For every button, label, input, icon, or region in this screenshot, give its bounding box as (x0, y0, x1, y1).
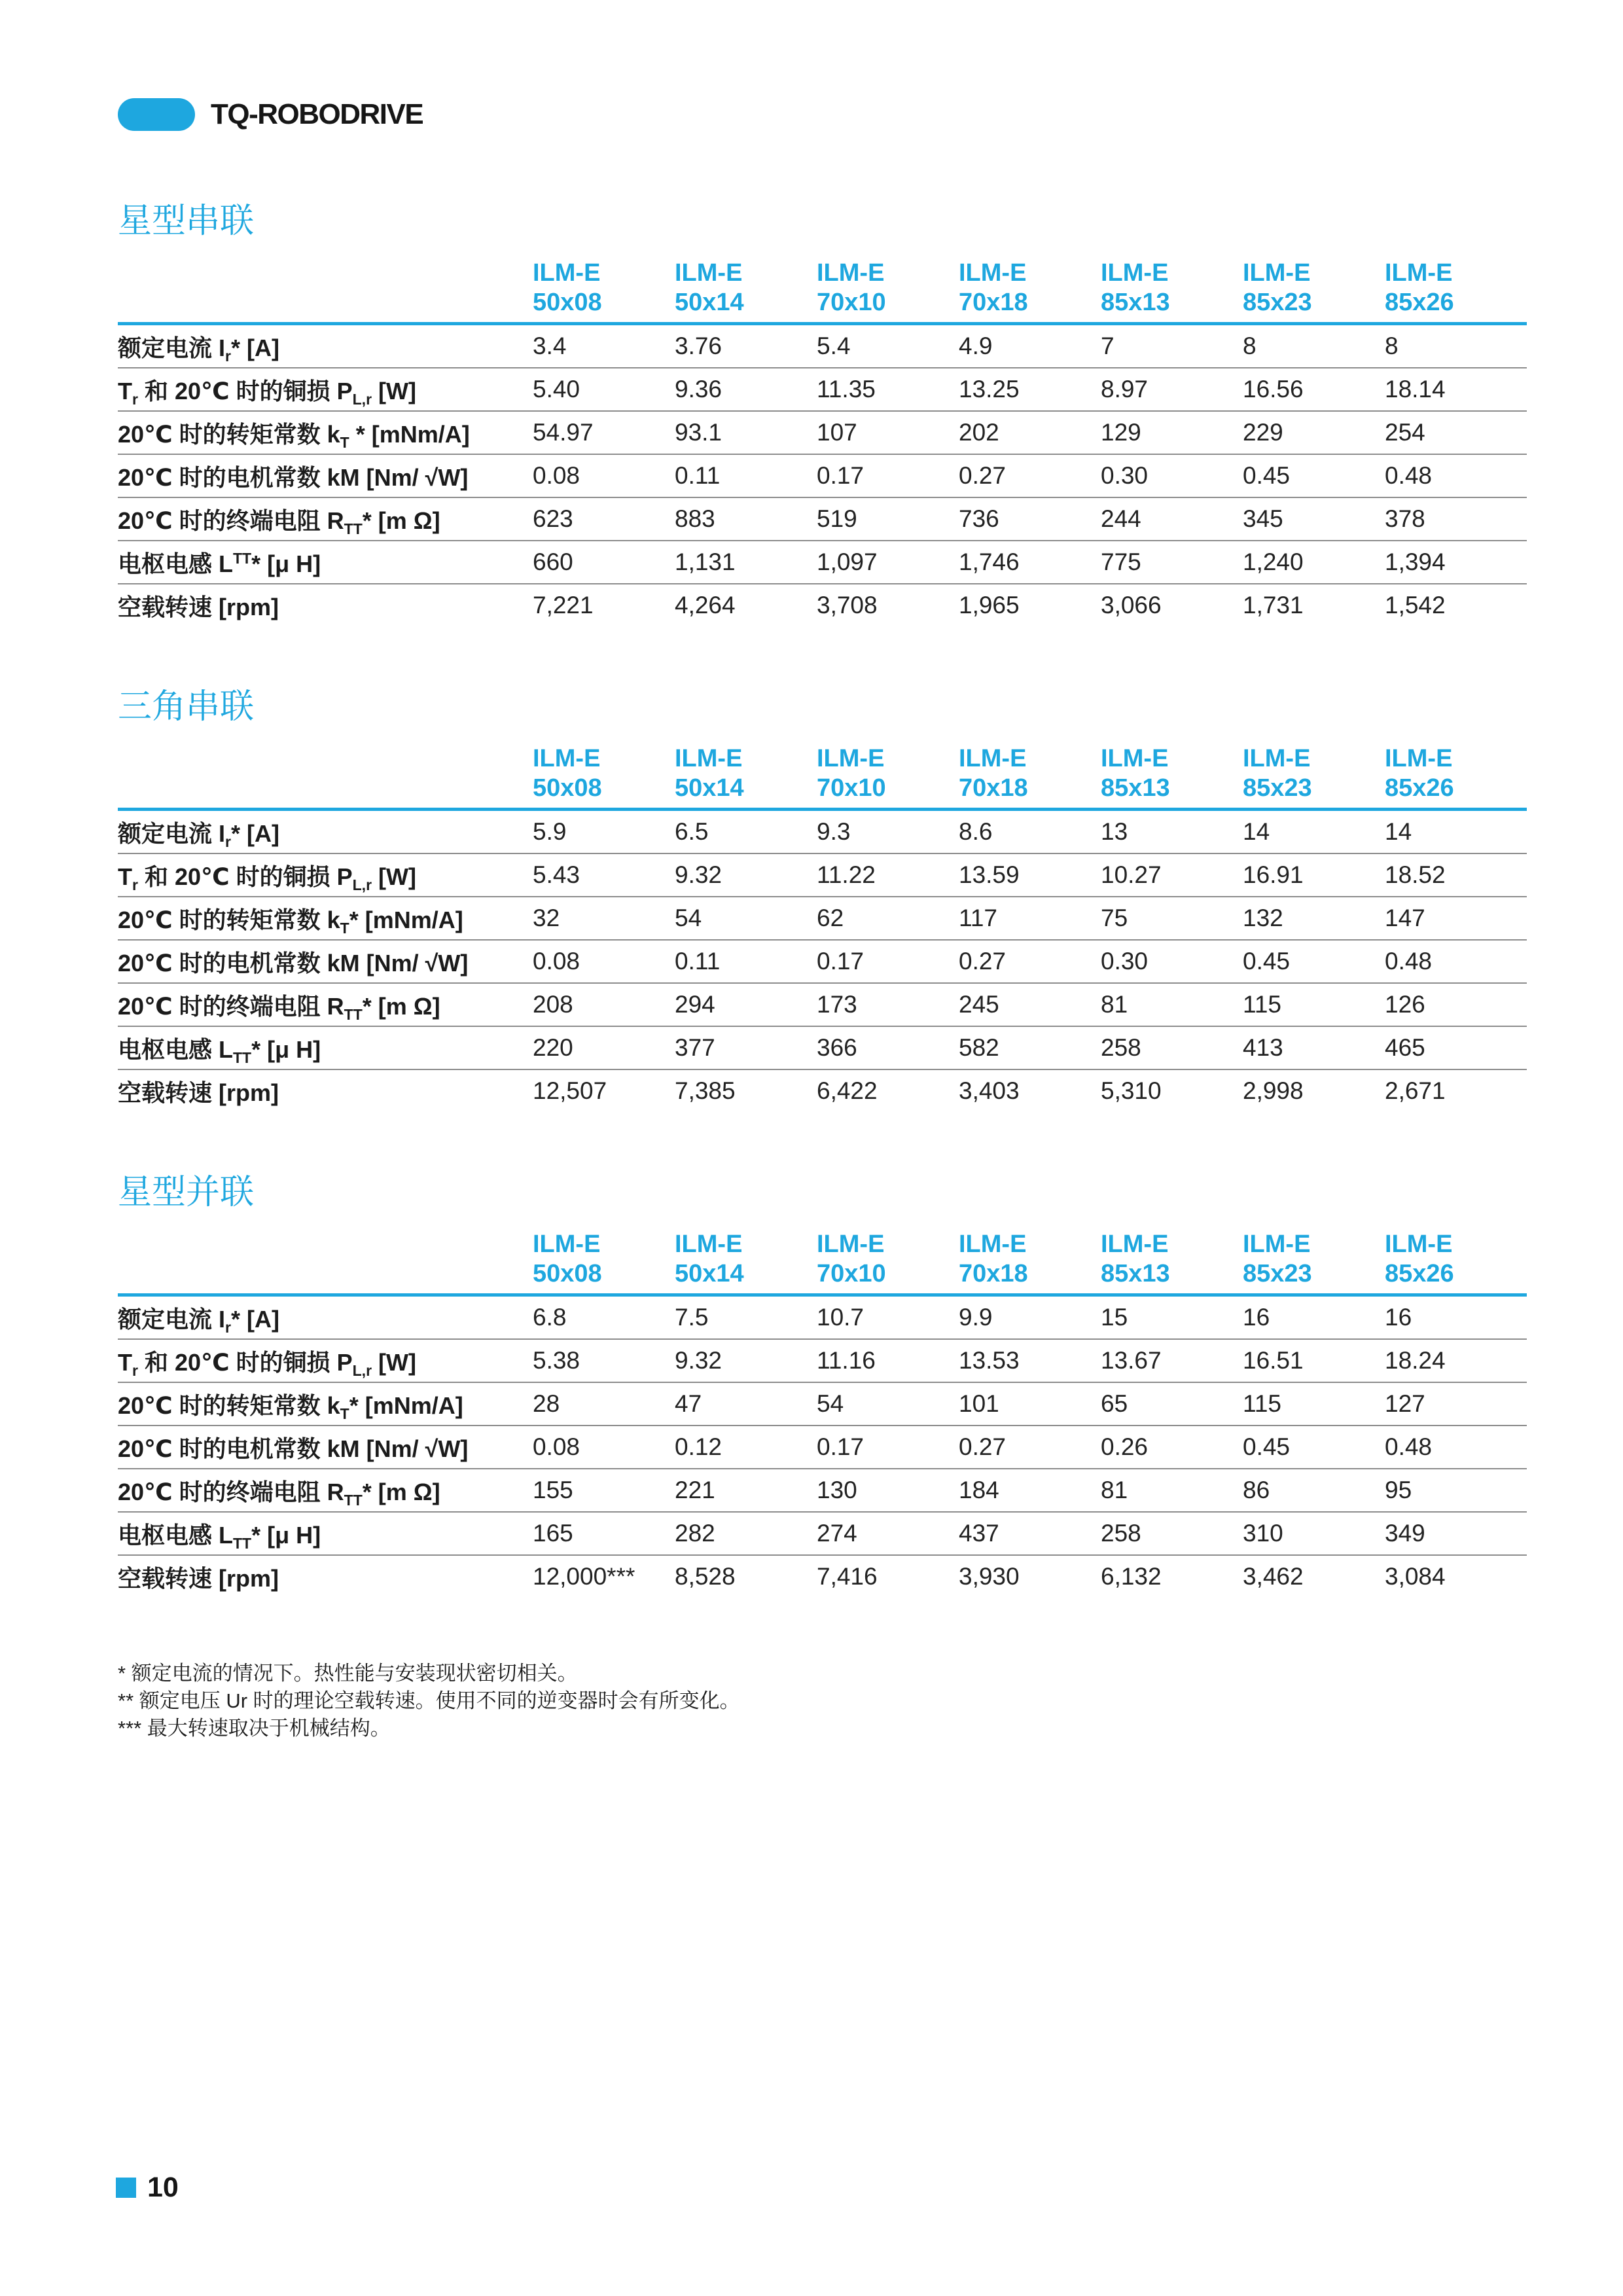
table-row (118, 455, 1527, 498)
page-number: 10 (147, 2172, 179, 2203)
column-header (533, 259, 675, 317)
table-row (118, 1070, 1527, 1112)
content (118, 203, 1527, 1742)
table-row (118, 897, 1527, 941)
table-row (118, 1556, 1527, 1598)
spec-value: 9.32 (675, 861, 722, 888)
spec-value: 9.32 (675, 1347, 722, 1374)
spec-sections (118, 203, 1527, 1598)
section-title: 星型串联 (118, 202, 255, 240)
column-header-line2: 85x13 (1101, 1260, 1170, 1287)
table-row (118, 1426, 1527, 1469)
spec-value: 147 (1385, 905, 1425, 931)
spec-value: 8 (1243, 332, 1257, 359)
spec-value: 736 (959, 505, 999, 532)
page-marker-icon (116, 2178, 136, 2198)
row-label: 额定电流 $I_r*$ [A] (118, 334, 279, 365)
spec-value: 75 (1101, 905, 1128, 931)
spec-value: 0.30 (1101, 462, 1149, 489)
spec-value: 13.25 (959, 376, 1020, 403)
table-row (118, 984, 1527, 1027)
spec-value: 3,462 (1243, 1563, 1304, 1590)
spec-value: 1,542 (1385, 592, 1446, 619)
column-header-line2: 50x08 (533, 1260, 602, 1287)
spec-value: 13 (1101, 818, 1128, 845)
spec-value: 62 (817, 905, 844, 931)
column-header (817, 259, 959, 317)
spec-value: 65 (1101, 1390, 1128, 1417)
column-header-line1: ILM-E (817, 259, 885, 287)
column-header-line2: 85x26 (1385, 1260, 1454, 1287)
spec-value: 7,221 (533, 592, 594, 619)
spec-value: 16.91 (1243, 861, 1304, 888)
footnote: ** 额定电压 Ur 时的理论空载转速。使用不同的逆变器时会有所变化。 (118, 1689, 740, 1712)
spec-value: 4,264 (675, 592, 736, 619)
spec-value: 126 (1385, 991, 1425, 1018)
spec-value: 1,965 (959, 592, 1020, 619)
spec-value: 155 (533, 1477, 573, 1503)
column-header (1385, 259, 1527, 317)
spec-value: 6,422 (817, 1077, 878, 1104)
page-header (118, 98, 423, 131)
table-row (118, 368, 1527, 412)
column-header-line1: ILM-E (1101, 259, 1169, 287)
column-header-line1: ILM-E (1101, 1230, 1169, 1258)
column-header-line1: ILM-E (959, 259, 1027, 287)
column-header (675, 744, 817, 803)
spec-value: 3,930 (959, 1563, 1020, 1590)
column-header-line2: 50x14 (675, 774, 744, 802)
spec-value: 378 (1385, 505, 1425, 532)
row-label: $T_r$ 和 20℃ 时的铜损 $P_{L,r}$ [W] (118, 377, 416, 408)
spec-value: 5.40 (533, 376, 580, 403)
spec-value: 0.45 (1243, 1433, 1291, 1460)
column-header (1385, 744, 1527, 803)
spec-value: 0.08 (533, 462, 580, 489)
spec-value: 28 (533, 1390, 560, 1417)
spec-value: 173 (817, 991, 857, 1018)
row-label: 20℃ 时的转矩常数 $k_T*$ [mNm/A] (118, 1391, 463, 1422)
column-header-line2: 85x26 (1385, 289, 1454, 316)
brand-name: TQ-ROBODRIVE (211, 98, 423, 130)
spec-value: 132 (1243, 905, 1283, 931)
spec-value: 130 (817, 1477, 857, 1503)
row-label: 额定电流 $I_r*$ [A] (118, 819, 279, 850)
column-header-line1: ILM-E (1385, 1230, 1453, 1258)
spec-value: 8 (1385, 332, 1399, 359)
spec-value: 9.36 (675, 376, 722, 403)
column-header-line1: ILM-E (675, 1230, 743, 1258)
spec-value: 345 (1243, 505, 1283, 532)
spec-value: 3,403 (959, 1077, 1020, 1104)
spec-value: 1,394 (1385, 548, 1446, 575)
spec-value: 13.67 (1101, 1347, 1162, 1374)
column-header (1385, 1230, 1527, 1289)
table-row (118, 854, 1527, 897)
spec-value: 0.08 (533, 948, 580, 975)
spec-value: 5.38 (533, 1347, 580, 1374)
column-header-line1: ILM-E (1243, 1230, 1311, 1258)
column-header-line2: 50x08 (533, 289, 602, 316)
column-header-line1: ILM-E (1101, 745, 1169, 772)
spec-value: 244 (1101, 505, 1141, 532)
spec-value: 519 (817, 505, 857, 532)
spec-value: 9.3 (817, 818, 851, 845)
column-header-line1: ILM-E (675, 745, 743, 772)
spec-value: 0.11 (675, 948, 721, 975)
spec-value: 582 (959, 1034, 999, 1061)
spec-value: 0.17 (817, 948, 865, 975)
spec-value: 18.14 (1385, 376, 1446, 403)
spec-value: 95 (1385, 1477, 1412, 1503)
spec-value: 274 (817, 1520, 857, 1547)
spec-table (118, 744, 1527, 1112)
row-label: 电枢电感 $L_{TT}*$ [μ H] (118, 1521, 321, 1552)
row-label: $T_r$ 和 20℃ 时的铜损 $P_{L,r}$ [W] (118, 1348, 416, 1379)
spec-value: 775 (1101, 548, 1141, 575)
column-header-line2: 70x18 (959, 289, 1028, 316)
footnote: * 额定电流的情况下。热性能与安装现状密切相关。 (118, 1662, 578, 1685)
spec-value: 6.5 (675, 818, 709, 845)
table-row (118, 1469, 1527, 1513)
spec-value: 10.7 (817, 1304, 865, 1331)
column-header (959, 744, 1101, 803)
spec-value: 10.27 (1101, 861, 1162, 888)
column-header-line2: 70x10 (817, 774, 886, 802)
row-label: 空载转速 [rpm] (118, 1564, 279, 1592)
table-header-row (118, 259, 1527, 325)
column-header-line1: ILM-E (675, 259, 743, 287)
spec-value: 258 (1101, 1034, 1141, 1061)
spec-value: 54 (675, 905, 702, 931)
spec-value: 5.43 (533, 861, 580, 888)
spec-value: 115 (1243, 1390, 1281, 1417)
spec-value: 7.5 (675, 1304, 709, 1331)
column-header (959, 259, 1101, 317)
spec-value: 12,000*** (533, 1563, 635, 1590)
column-header-line2: 50x14 (675, 1260, 744, 1287)
row-label: 20℃ 时的终端电阻 $R_{TT}*$ [m Ω] (118, 992, 440, 1023)
row-label: 20℃ 时的转矩常数 $k_T * [mNm/A]$ (118, 420, 470, 451)
spec-value: 220 (533, 1034, 573, 1061)
spec-value: 0.17 (817, 462, 865, 489)
column-header (1243, 1230, 1385, 1289)
spec-value: 0.48 (1385, 948, 1433, 975)
column-header-line2: 70x18 (959, 774, 1028, 802)
row-label: 额定电流 $I_r*$ [A] (118, 1305, 279, 1336)
spec-value: 294 (675, 991, 715, 1018)
spec-value: 208 (533, 991, 573, 1018)
spec-value: 437 (959, 1520, 999, 1547)
table-row (118, 498, 1527, 541)
spec-value: 0.26 (1101, 1433, 1149, 1460)
column-header-line1: ILM-E (959, 745, 1027, 772)
table-row (118, 1297, 1527, 1340)
column-header (1101, 744, 1243, 803)
table-header-row (118, 744, 1527, 811)
spec-value: 9.9 (959, 1304, 993, 1331)
row-label: 20℃ 时的终端电阻 $R_{TT}*$ [m Ω] (118, 507, 440, 537)
row-label: 空载转速 [rpm] (118, 593, 279, 620)
spec-value: 115 (1243, 991, 1281, 1018)
column-header-line1: ILM-E (1243, 259, 1311, 287)
row-label: 电枢电感 $L^{TT}*$ [μ H] (118, 549, 321, 577)
spec-value: 366 (817, 1034, 857, 1061)
spec-value: 14 (1243, 818, 1270, 845)
column-header-line1: ILM-E (533, 1230, 601, 1258)
column-header-line2: 50x08 (533, 774, 602, 802)
footnotes (118, 1660, 1527, 1742)
spec-section (118, 689, 1527, 1112)
column-header (1243, 259, 1385, 317)
spec-value: 3,708 (817, 592, 878, 619)
spec-value: 8,528 (675, 1563, 736, 1590)
column-header-line2: 85x23 (1243, 1260, 1312, 1287)
column-header-line2: 70x18 (959, 1260, 1028, 1287)
row-label: 20℃ 时的转矩常数 $k_T*$ [mNm/A] (118, 906, 463, 937)
column-header-line1: ILM-E (959, 1230, 1027, 1258)
spec-value: 7,385 (675, 1077, 736, 1104)
spec-value: 1,746 (959, 548, 1020, 575)
spec-table (118, 1230, 1527, 1598)
spec-value: 1,731 (1243, 592, 1304, 619)
spec-value: 245 (959, 991, 999, 1018)
spec-value: 2,671 (1385, 1077, 1446, 1104)
column-header-line1: ILM-E (817, 745, 885, 772)
spec-value: 129 (1101, 419, 1141, 446)
column-header-line1: ILM-E (817, 1230, 885, 1258)
spec-value: 6,132 (1101, 1563, 1162, 1590)
spec-value: 18.24 (1385, 1347, 1446, 1374)
row-label: $T_r$ 和 20℃ 时的铜损 $P_{L,r}$ [W] (118, 863, 416, 893)
spec-value: 5.4 (817, 332, 851, 359)
spec-value: 3.4 (533, 332, 567, 359)
spec-value: 5,310 (1101, 1077, 1162, 1104)
spec-value: 81 (1101, 1477, 1128, 1503)
spec-value: 11.35 (817, 376, 876, 403)
column-header (533, 1230, 675, 1289)
spec-value: 377 (675, 1034, 715, 1061)
spec-value: 32 (533, 905, 560, 931)
spec-value: 202 (959, 419, 999, 446)
column-header-line2: 85x23 (1243, 774, 1312, 802)
column-header (1243, 744, 1385, 803)
table-row (118, 1027, 1527, 1070)
spec-value: 7,416 (817, 1563, 878, 1590)
column-header (533, 744, 675, 803)
spec-value: 254 (1385, 419, 1425, 446)
table-row (118, 584, 1527, 626)
row-label: 空载转速 [rpm] (118, 1079, 279, 1106)
table-row (118, 325, 1527, 368)
column-header (675, 1230, 817, 1289)
column-header (817, 1230, 959, 1289)
spec-value: 0.08 (533, 1433, 580, 1460)
column-header-line1: ILM-E (1385, 259, 1453, 287)
column-header-line2: 85x13 (1101, 774, 1170, 802)
spec-value: 8.6 (959, 818, 993, 845)
spec-value: 3,084 (1385, 1563, 1446, 1590)
spec-value: 0.30 (1101, 948, 1149, 975)
row-label: 20℃ 时的终端电阻 $R_{TT}*$ [m Ω] (118, 1478, 440, 1509)
table-row (118, 941, 1527, 984)
row-label: 电枢电感 $L_{TT}*$ [μ H] (118, 1035, 321, 1066)
spec-value: 0.27 (959, 948, 1007, 975)
column-header (1101, 1230, 1243, 1289)
spec-section (118, 203, 1527, 626)
spec-value: 2,998 (1243, 1077, 1304, 1104)
spec-value: 349 (1385, 1520, 1425, 1547)
spec-value: 18.52 (1385, 861, 1446, 888)
spec-value: 229 (1243, 419, 1283, 446)
spec-value: 310 (1243, 1520, 1283, 1547)
spec-value: 4.9 (959, 332, 993, 359)
spec-value: 12,507 (533, 1077, 607, 1104)
table-row (118, 1340, 1527, 1383)
column-header-line2: 70x10 (817, 1260, 886, 1287)
column-header-line2: 85x13 (1101, 289, 1170, 316)
column-header-line1: ILM-E (1243, 745, 1311, 772)
spec-table (118, 259, 1527, 626)
spec-value: 11.22 (817, 861, 876, 888)
page-footer (116, 2172, 179, 2204)
spec-value: 883 (675, 505, 715, 532)
spec-value: 623 (533, 505, 573, 532)
spec-value: 16 (1385, 1304, 1412, 1331)
spec-value: 258 (1101, 1520, 1141, 1547)
spec-value: 7 (1101, 332, 1115, 359)
column-header-line2: 85x26 (1385, 774, 1454, 802)
spec-value: 660 (533, 548, 573, 575)
spec-value: 13.53 (959, 1347, 1020, 1374)
column-header-line1: ILM-E (533, 259, 601, 287)
table-row (118, 412, 1527, 455)
spec-value: 165 (533, 1520, 573, 1547)
spec-value: 1,097 (817, 548, 878, 575)
spec-value: 3.76 (675, 332, 722, 359)
row-label: 20℃ 时的电机常数 kM [Nm/ √W] (118, 1435, 469, 1462)
table-row (118, 541, 1527, 584)
row-label: 20℃ 时的电机常数 kM [Nm/ √W] (118, 949, 469, 977)
spec-value: 16.51 (1243, 1347, 1304, 1374)
spec-value: 0.48 (1385, 1433, 1433, 1460)
spec-value: 16 (1243, 1304, 1270, 1331)
spec-value: 86 (1243, 1477, 1270, 1503)
spec-value: 16.56 (1243, 376, 1304, 403)
table-row (118, 811, 1527, 854)
column-header-line2: 70x10 (817, 289, 886, 316)
spec-value: 117 (959, 905, 997, 931)
column-header (1101, 259, 1243, 317)
footnote: *** 最大转速取决于机械结构。 (118, 1717, 391, 1740)
spec-value: 1,131 (675, 548, 736, 575)
column-header (959, 1230, 1101, 1289)
spec-value: 0.11 (675, 462, 721, 489)
spec-value: 81 (1101, 991, 1128, 1018)
spec-value: 413 (1243, 1034, 1283, 1061)
spec-value: 14 (1385, 818, 1412, 845)
column-header-line2: 50x14 (675, 289, 744, 316)
table-header-row (118, 1230, 1527, 1297)
spec-value: 1,240 (1243, 548, 1304, 575)
spec-section (118, 1174, 1527, 1598)
spec-value: 6.8 (533, 1304, 567, 1331)
table-row (118, 1513, 1527, 1556)
column-header-line2: 85x23 (1243, 289, 1312, 316)
spec-value: 0.27 (959, 462, 1007, 489)
spec-value: 0.45 (1243, 462, 1291, 489)
spec-value: 0.45 (1243, 948, 1291, 975)
spec-value: 54.97 (533, 419, 594, 446)
spec-value: 0.27 (959, 1433, 1007, 1460)
section-title: 星型并联 (118, 1174, 255, 1211)
spec-value: 184 (959, 1477, 999, 1503)
section-title: 三角串联 (118, 688, 255, 726)
spec-value: 5.9 (533, 818, 567, 845)
spec-value: 93.1 (675, 419, 722, 446)
table-row (118, 1383, 1527, 1426)
spec-value: 54 (817, 1390, 844, 1417)
row-label: 20℃ 时的电机常数 kM [Nm/ √W] (118, 463, 469, 491)
column-header-line1: ILM-E (1385, 745, 1453, 772)
spec-value: 0.17 (817, 1433, 865, 1460)
brand-logo-icon (118, 98, 195, 131)
spec-value: 15 (1101, 1304, 1128, 1331)
column-header-line1: ILM-E (533, 745, 601, 772)
spec-value: 0.48 (1385, 462, 1433, 489)
spec-value: 101 (959, 1390, 999, 1417)
spec-value: 465 (1385, 1034, 1425, 1061)
spec-value: 47 (675, 1390, 702, 1417)
spec-value: 8.97 (1101, 376, 1149, 403)
spec-value: 127 (1385, 1390, 1425, 1417)
spec-value: 221 (675, 1477, 715, 1503)
spec-value: 282 (675, 1520, 715, 1547)
spec-value: 13.59 (959, 861, 1020, 888)
spec-value: 11.16 (817, 1347, 876, 1374)
spec-value: 107 (817, 419, 857, 446)
spec-value: 0.12 (675, 1433, 722, 1460)
column-header (675, 259, 817, 317)
spec-value: 3,066 (1101, 592, 1162, 619)
column-header (817, 744, 959, 803)
